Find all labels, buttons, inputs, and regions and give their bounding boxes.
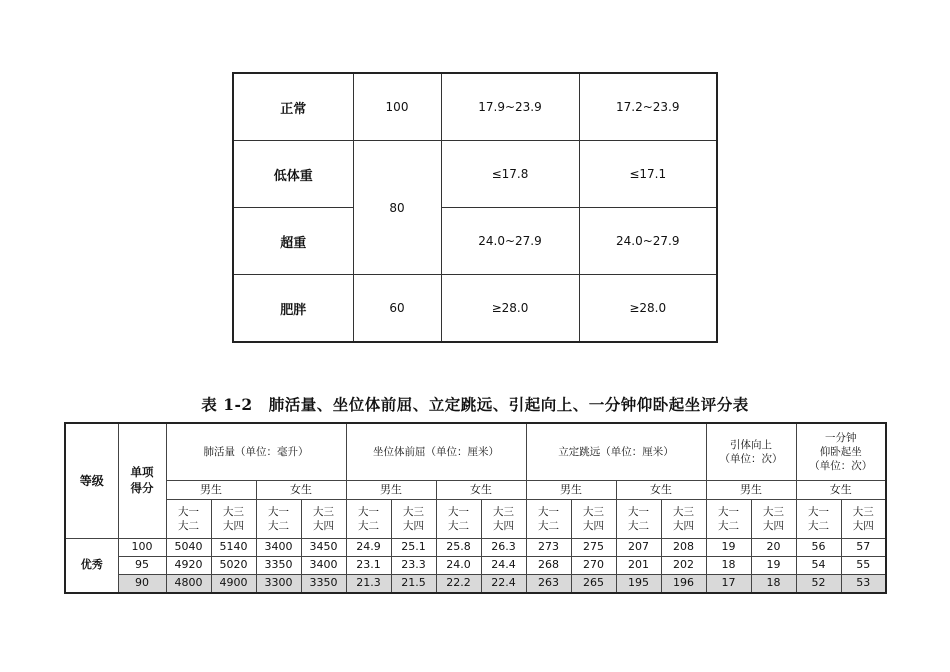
year-header-line: 大三 [673,505,694,518]
level-excellent: 优秀 [65,539,118,594]
sit-ups-line2: 仰卧起坐 [819,445,862,458]
score-cell: 5140 [211,539,256,557]
year-header-freshman-sophomore [796,500,841,539]
score-cell: 24.0 [436,557,481,575]
bmi-male-obese: ≥28.0 [441,275,579,343]
score-cell: 5020 [211,557,256,575]
year-header-line: 大四 [223,520,244,532]
bmi-female-overweight: 24.0~27.9 [579,208,717,275]
sex-header-male: 男生 [706,481,796,500]
table-title: 表 1-2 肺活量、坐位体前屈、立定跳远、引起向上、一分钟仰卧起坐评分表 [201,395,749,414]
year-header-line: 大二 [178,520,199,532]
bmi-label-overweight: 超重 [233,208,353,275]
score-cell: 18 [751,575,796,594]
year-header-line: 大二 [808,520,829,532]
year-header-line: 大一 [718,505,739,518]
score-cell: 208 [661,539,706,557]
score-cell: 23.3 [391,557,436,575]
year-header-line: 大三 [223,505,244,518]
year-header-line: 大三 [763,505,784,518]
score-cell: 270 [571,557,616,575]
level-header: 等级 [65,423,118,539]
year-header-freshman-sophomore [616,500,661,539]
score-cell: 54 [796,557,841,575]
bmi-male-normal: 17.9~23.9 [441,73,579,141]
bmi-row-obese [233,275,717,343]
points-cell: 95 [118,557,166,575]
score-cell: 22.2 [436,575,481,594]
year-header-freshman-sophomore [256,500,301,539]
bmi-row-underweight [233,141,717,208]
year-header-freshman-sophomore [436,500,481,539]
sex-header-female: 女生 [796,481,886,500]
bmi-male-underweight: ≤17.8 [441,141,579,208]
year-header-freshman-sophomore [346,500,391,539]
year-header-line: 大四 [493,520,514,532]
score-cell: 22.4 [481,575,526,594]
sex-header-male: 男生 [166,481,256,500]
sit-ups-line3: （单位：次） [809,460,873,473]
year-header-line: 大二 [268,520,289,532]
bmi-female-normal: 17.2~23.9 [579,73,717,141]
year-header-line: 大三 [493,505,514,518]
sex-header-male: 男生 [346,481,436,500]
year-header-line: 大一 [268,505,289,518]
year-header-line: 大一 [358,505,379,518]
year-header-line: 大二 [628,520,649,532]
header-row-sex [65,481,886,500]
score-cell: 24.9 [346,539,391,557]
year-header-line: 大二 [448,520,469,532]
table-row [65,557,886,575]
score-cell: 55 [841,557,886,575]
year-header-junior-senior [391,500,436,539]
score-cell: 19 [751,557,796,575]
score-cell: 57 [841,539,886,557]
score-cell: 56 [796,539,841,557]
year-header-junior-senior [841,500,886,539]
score-cell: 23.1 [346,557,391,575]
score-cell: 4900 [211,575,256,594]
score-cell: 3350 [256,557,301,575]
year-header-junior-senior [571,500,616,539]
bmi-score-normal: 100 [353,73,441,141]
year-header-line: 大一 [538,505,559,518]
points-cell: 100 [118,539,166,557]
single-score-header-line2: 得分 [130,481,154,495]
year-header-line: 大三 [852,505,874,518]
bmi-label-underweight: 低体重 [233,141,353,208]
points-cell: 90 [118,575,166,594]
score-cell: 19 [706,539,751,557]
year-header-line: 大三 [313,505,334,518]
score-cell: 25.8 [436,539,481,557]
year-header-line: 大三 [403,505,424,518]
score-cell: 195 [616,575,661,594]
year-header-freshman-sophomore [526,500,571,539]
score-cell: 196 [661,575,706,594]
score-cell: 53 [841,575,886,594]
year-header-freshman-sophomore [706,500,751,539]
score-cell: 201 [616,557,661,575]
score-cell: 263 [526,575,571,594]
year-header-line: 大四 [583,520,604,532]
bmi-label-normal: 正常 [233,73,353,141]
year-header-junior-senior [301,500,346,539]
score-cell: 25.1 [391,539,436,557]
table-row [65,539,886,557]
year-header-line: 大三 [583,505,604,518]
bmi-female-underweight: ≤17.1 [579,141,717,208]
score-cell: 3400 [301,557,346,575]
score-cell: 24.4 [481,557,526,575]
score-cell: 273 [526,539,571,557]
header-row-groups [65,423,886,481]
year-header-junior-senior [661,500,706,539]
bmi-grade-table [232,72,718,343]
group-header-sit-and-reach: 坐位体前屈（单位：厘米） [346,423,526,481]
year-header-line: 大二 [538,520,559,532]
year-header-line: 大四 [403,520,424,532]
sex-header-male: 男生 [526,481,616,500]
group-header-vital-capacity: 肺活量（单位：毫升） [166,423,346,481]
year-header-junior-senior [211,500,256,539]
score-cell: 268 [526,557,571,575]
year-header-junior-senior [751,500,796,539]
score-table [64,422,887,594]
score-cell: 275 [571,539,616,557]
score-cell: 20 [751,539,796,557]
year-header-line: 大四 [852,520,874,532]
sex-header-female: 女生 [616,481,706,500]
score-cell: 4920 [166,557,211,575]
score-cell: 4800 [166,575,211,594]
score-cell: 202 [661,557,706,575]
year-header-line: 大一 [448,505,469,518]
score-cell: 3350 [301,575,346,594]
score-cell: 18 [706,557,751,575]
bmi-label-obese: 肥胖 [233,275,353,343]
bmi-row-overweight [233,208,717,275]
sit-ups-line1: 一分钟 [825,431,857,444]
year-header-line: 大二 [358,520,379,532]
score-cell: 5040 [166,539,211,557]
year-header-line: 大一 [628,505,649,518]
year-header-line: 大二 [718,520,739,532]
header-row-years [65,500,886,539]
sex-header-female: 女生 [436,481,526,500]
group-header-sit-ups [796,423,886,481]
score-cell: 17 [706,575,751,594]
pull-ups-line2: （单位：次） [719,453,783,465]
score-cell: 52 [796,575,841,594]
bmi-female-obese: ≥28.0 [579,275,717,343]
score-cell: 21.3 [346,575,391,594]
year-header-line: 大一 [808,505,829,518]
single-score-header [118,423,166,539]
bmi-row-normal [233,73,717,141]
group-header-pull-ups [706,423,796,481]
bmi-score-underweight-overweight: 80 [353,141,441,275]
sex-header-female: 女生 [256,481,346,500]
score-cell: 207 [616,539,661,557]
bmi-male-overweight: 24.0~27.9 [441,208,579,275]
table-row [65,575,886,594]
score-cell: 26.3 [481,539,526,557]
bmi-score-obese: 60 [353,275,441,343]
score-cell: 21.5 [391,575,436,594]
score-cell: 3450 [301,539,346,557]
pull-ups-line1: 引体向上 [730,438,772,451]
group-header-standing-long-jump: 立定跳远（单位：厘米） [526,423,706,481]
year-header-junior-senior [481,500,526,539]
score-cell: 265 [571,575,616,594]
year-header-line: 大四 [313,520,334,532]
year-header-line: 大一 [178,505,199,518]
score-cell: 3400 [256,539,301,557]
single-score-header-line1: 单项 [130,465,154,480]
year-header-freshman-sophomore [166,500,211,539]
score-cell: 3300 [256,575,301,594]
year-header-line: 大四 [673,520,694,532]
year-header-line: 大四 [763,520,784,532]
